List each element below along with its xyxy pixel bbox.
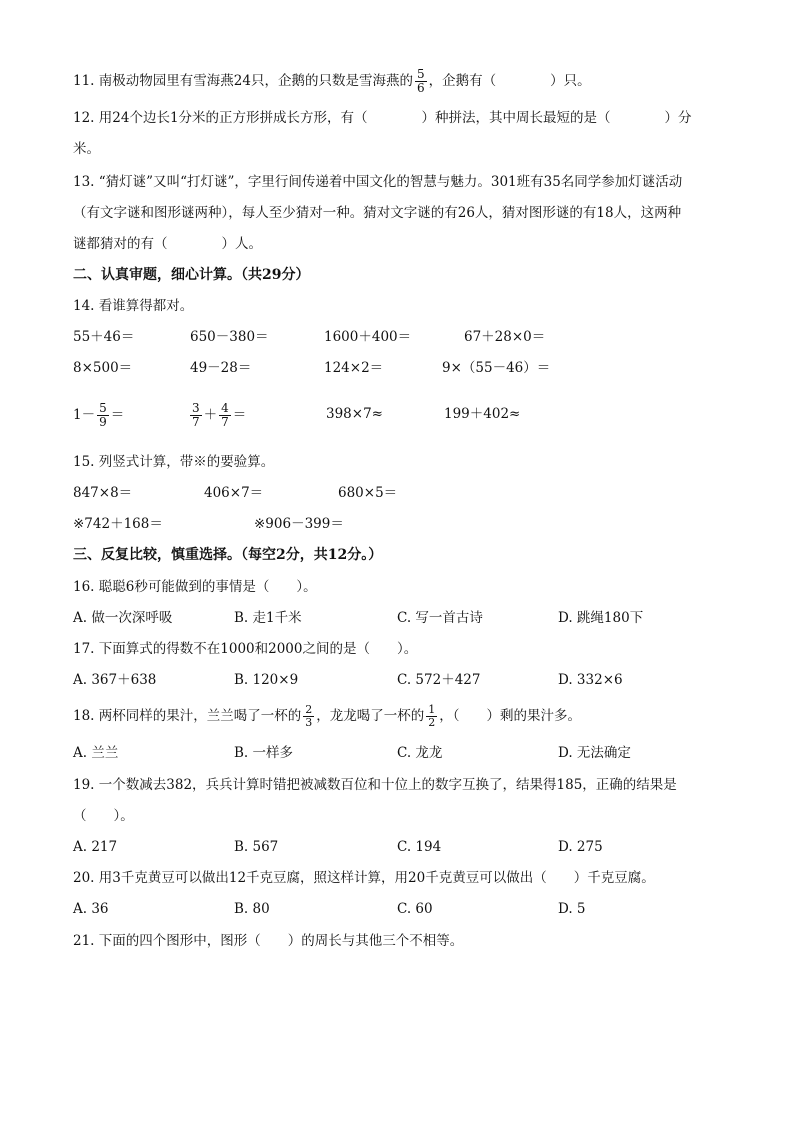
- q19-option-c: C. 194: [397, 839, 442, 855]
- q14-fraction-3-7: $\frac{3}{7}$: [192, 401, 200, 429]
- question-13-line2: （有文字谜和图形谜两种），每人至少猜对一种。猜对文字谜的有26人，猜对图形谜的有18人，这两种: [73, 205, 682, 221]
- q15-r1-c2: 406×7＝: [204, 485, 264, 501]
- q20-option-d: D. 5: [558, 901, 586, 917]
- q14-r3-c2: $\frac{3}{7}$ ＋ $\frac{4}{7}$ ＝: [192, 401, 247, 429]
- q15-r2-c2: ※906－399＝: [254, 516, 344, 532]
- q20-option-c: C. 60: [397, 901, 433, 917]
- q17-option-d: D. 332×6: [558, 672, 623, 688]
- question-21-stem: 21. 下面的四个图形中，图形（ ）的周长与其他三个不相等。: [73, 933, 464, 949]
- q18-option-a: A. 兰兰: [73, 745, 119, 761]
- question-13-line1: 13. “猜灯谜”又叫“打灯谜”，字里行间传递着中国文化的智慧与魅力。301班有35名同学参加灯谜活动: [73, 174, 683, 190]
- q15-r2-c1: ※742＋168＝: [73, 516, 163, 532]
- q14-r1-c4: 67＋28×0＝: [464, 329, 546, 345]
- question-19-line1: 19. 一个数减去382，兵兵计算时错把被减数百位和十位上的数字互换了，结果得185，正确的结果是: [73, 777, 677, 793]
- q14-r3-c1: 1－ $\frac{5}{9}$ ＝: [73, 401, 125, 429]
- q14-r1-c3: 1600＋400＝: [324, 329, 412, 345]
- q14-r2-c3: 124×2＝: [324, 360, 384, 376]
- q19-option-a: A. 217: [73, 839, 118, 855]
- q20-option-b: B. 80: [234, 901, 270, 917]
- question-16-stem: 16. 聪聪6秒可能做到的事情是（ ）。: [73, 579, 317, 595]
- q16-option-a: A. 做一次深呼吸: [73, 610, 173, 626]
- q14-r2-c2: 49－28＝: [190, 360, 252, 376]
- q18-fraction-2-3: $\frac{2}{3}$: [305, 703, 313, 729]
- q19-option-d: D. 275: [558, 839, 603, 855]
- q17-option-a: A. 367＋638: [73, 672, 157, 688]
- q18-option-b: B. 一样多: [234, 745, 294, 761]
- question-11: [73, 68, 591, 95]
- q14-fraction-5-9: $\frac{5}{9}$: [99, 401, 107, 429]
- q16-option-d: D. 跳绳180下: [558, 610, 644, 626]
- q16-option-b: B. 走1千米: [234, 610, 302, 626]
- question-14-title: 14. 看谁算得都对。: [73, 298, 194, 314]
- q15-r1-c3: 680×5＝: [338, 485, 398, 501]
- q14-r3-c3: 398×7≈: [326, 406, 383, 422]
- q14-r3-c4: 199＋402≈: [444, 406, 521, 422]
- question-12-line1: 12. 用24个边长1分米的正方形拼成长方形，有（ ）种拼法，其中周长最短的是（ ）分: [73, 110, 692, 126]
- section-3-heading: 三、反复比较，慎重选择。（每空2分，共12分。）: [73, 547, 383, 563]
- q14-r2-c4: 9×（55－46）＝: [442, 360, 551, 376]
- q11-fraction: $\frac{5}{6}$: [416, 67, 425, 95]
- q15-r1-c1: 847×8＝: [73, 485, 133, 501]
- section-2-heading: 二、认真审题，细心计算。（共29分）: [73, 267, 310, 283]
- q11-prefix: 11. 南极动物园里有雪海燕24只，企鹅的只数是雪海燕的: [73, 73, 413, 89]
- q18-fraction-1-2: $\frac{1}{2}$: [428, 703, 436, 729]
- question-18-stem: 18. 两杯同样的果汁，兰兰喝了一杯的 $\frac{2}{3}$ ，龙龙喝了一杯的 $\frac{1}{2}$ ，（ ）剩的果汁多。: [73, 703, 582, 729]
- question-20-stem: 20. 用3千克黄豆可以做出12千克豆腐，照这样计算，用20千克黄豆可以做出（ ）千克豆腐。: [73, 870, 655, 886]
- q14-r1-c1: 55＋46＝: [73, 329, 135, 345]
- q14-r2-c1: 8×500＝: [73, 360, 133, 376]
- q14-fraction-4-7: $\frac{4}{7}$: [221, 401, 229, 429]
- q14-r1-c2: 650－380＝: [190, 329, 269, 345]
- q18-option-c: C. 龙龙: [397, 745, 443, 761]
- question-19-line2: （ ）。: [73, 808, 134, 824]
- q20-option-a: A. 36: [73, 901, 109, 917]
- q11-suffix: ，企鹅有（ ）只。: [428, 73, 591, 89]
- question-17-stem: 17. 下面算式的得数不在1000和2000之间的是（ ）。: [73, 641, 418, 657]
- q18-option-d: D. 无法确定: [558, 745, 631, 761]
- q16-option-c: C. 写一首古诗: [397, 610, 483, 626]
- question-12-line2: 米。: [73, 141, 100, 157]
- q17-option-c: C. 572＋427: [397, 672, 481, 688]
- question-15-title: 15. 列竖式计算，带※的要验算。: [73, 454, 275, 470]
- question-13-line3: 谜都猜对的有（ ）人。: [73, 236, 262, 252]
- q17-option-b: B. 120×9: [234, 672, 299, 688]
- q19-option-b: B. 567: [234, 839, 279, 855]
